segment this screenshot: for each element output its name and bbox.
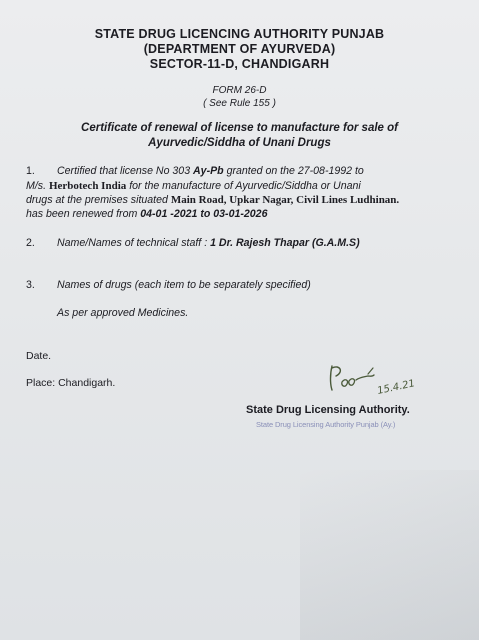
item-1-text-d: drugs at the premises situated <box>26 194 171 206</box>
certificate-title-line1: Certificate of renewal of license to manufacture for sale of <box>81 122 398 134</box>
item-1-number: 1. <box>26 165 35 177</box>
item-1-text-e: has been renewed from <box>26 208 141 220</box>
department-heading: (DEPARTMENT OF AYURVEDA) <box>143 42 336 56</box>
renewal-period: 04-01 -2021 to 03-01-2026 <box>140 208 268 220</box>
technical-staff-value: 1 Dr. Rajesh Thapar (G.A.M.S) <box>210 237 360 249</box>
item-3-number: 3. <box>26 279 35 291</box>
signature-date: 15.4.21 <box>376 378 416 397</box>
item-2-line <box>57 237 360 249</box>
license-suffix: Ay-Pb <box>193 165 224 177</box>
drugs-value: As per approved Medicines. <box>57 307 189 319</box>
handwritten-signature <box>318 358 433 404</box>
date-label: Date. <box>26 350 52 362</box>
premises-address: Main Road, Upkar Nagar, Civil Lines Ludhinan. <box>170 194 400 206</box>
drugs-label: Names of drugs (each item to be separately specified) <box>57 279 311 291</box>
item-1-text-b: granted on the 27-08-1992 to <box>223 165 364 177</box>
page-shadow <box>300 470 479 640</box>
item-1-text-a: Certified that license No 303 <box>57 165 194 177</box>
item-1-line1 <box>57 165 364 177</box>
authority-heading: STATE DRUG LICENCING AUTHORITY PUNJAB <box>94 27 385 41</box>
item-1-text-c: for the manufacture of Ayurvedic/Siddha or Unani <box>126 180 361 192</box>
firm-name: Herbotech India <box>48 180 127 192</box>
signing-authority: State Drug Licensing Authority. <box>246 404 410 416</box>
form-rule: ( See Rule 155 ) <box>203 98 276 109</box>
item-1-line4 <box>26 208 267 220</box>
item-1-line3 <box>26 194 399 206</box>
technical-staff-label: Name/Names of technical staff : <box>57 237 211 249</box>
authority-stamp: State Drug Licensing Authority Punjab (Ay.) <box>256 420 396 429</box>
certificate-title-line2: Ayurvedic/Siddha of Unani Drugs <box>148 137 331 149</box>
item-1-ms: M/s. <box>26 180 49 192</box>
form-number: FORM 26-D <box>212 85 267 96</box>
place-label: Place: Chandigarh. <box>26 377 116 389</box>
item-2-number: 2. <box>26 237 35 249</box>
address-heading: SECTOR-11-D, CHANDIGARH <box>149 57 330 71</box>
item-1-line2 <box>26 180 361 192</box>
